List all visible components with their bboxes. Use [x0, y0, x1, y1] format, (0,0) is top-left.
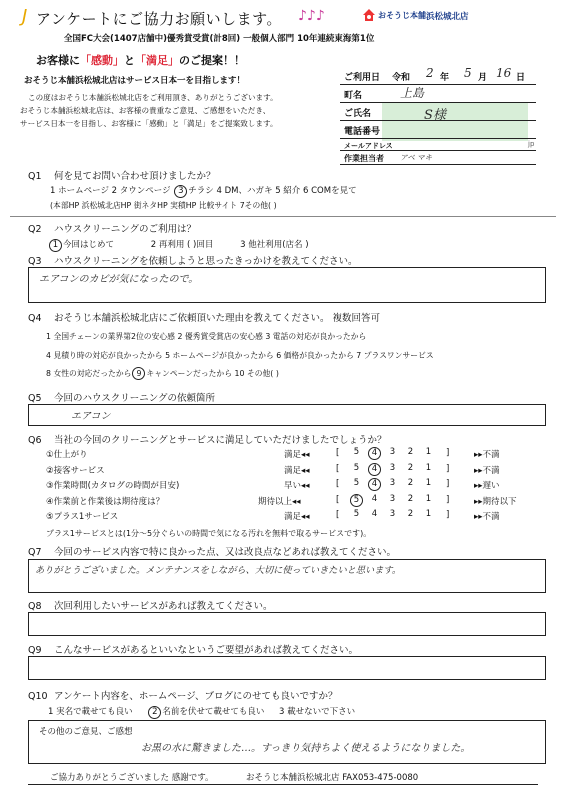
name-underline	[340, 120, 536, 121]
intro-line-1: この度はおそうじ本舗浜松城北店をご利用頂き、ありがとうございます。	[28, 93, 278, 102]
q6-row-left-anchor: 早い◂◂	[284, 481, 310, 491]
q10-text: アンケート内容を、ホームページ、ブログにのせても良いですか？	[54, 691, 338, 702]
day-unit: 日	[516, 73, 526, 83]
q6-bracket-close: ]	[446, 510, 450, 520]
q4-row3a: 8 女性の対応だったから	[46, 369, 132, 378]
q6-score-option[interactable]: 3	[389, 478, 396, 488]
proposal-post: のご提案！！	[179, 54, 245, 67]
q10-question	[28, 688, 337, 702]
town-label: 町名	[344, 91, 363, 101]
q1-text: 何を見てお問い合わせ頂けましたか？	[54, 171, 216, 182]
q6-row-label: ⑤プラス1サービス	[46, 512, 119, 522]
date-month[interactable]: 5	[464, 66, 472, 80]
phone-label: 電話番号	[344, 127, 381, 137]
q6-score-option[interactable]: 3	[389, 493, 396, 504]
q2-opt1: 今回はじめて	[63, 240, 115, 250]
q5-answer-box[interactable]	[28, 404, 546, 426]
proposal-line	[36, 52, 245, 68]
q2-text: ハウスクリーニングのご利用は？	[54, 224, 197, 235]
q6-num: Q6	[28, 435, 42, 446]
q4-row1: 1 全国チェーンの業界第2位の安心感 2 優秀賞受賞店の安心感 3 電話の対応が良かったから	[46, 332, 367, 341]
footer-store-fax: おそうじ本舗浜松城北店 FAX053-475-0080	[246, 773, 419, 783]
q6-plus-note: プラス1サービスとは(1分〜5分ぐらいの時間で気になる汚れを無料で取るサービスです)。	[46, 529, 372, 538]
q2-question	[28, 221, 196, 235]
q6-selected-score[interactable]: 4	[368, 478, 381, 491]
q6-score-option[interactable]: 2	[407, 462, 414, 473]
name-label: ご氏名	[344, 109, 372, 119]
q6-score-option[interactable]: 4	[371, 493, 378, 504]
q1-circled-option[interactable]: 3	[174, 185, 187, 198]
q5-question	[28, 390, 215, 404]
q6-bracket-close: ]	[446, 479, 450, 489]
q6-row-right-anchor: ▸▸不満	[474, 465, 500, 476]
q5-answer: エアコン	[71, 411, 111, 422]
q6-score-option[interactable]: 3	[389, 462, 396, 473]
q7-question	[28, 544, 396, 558]
other-answer: お黒の水に驚きました…。すっきり気持ちよく使えるようになりました。	[141, 743, 471, 754]
q8-text: 次回利用したいサービスがあれば教えてください。	[54, 601, 273, 612]
q2-opt2: 2 再利用 ( )回目	[150, 240, 214, 250]
q6-row-left-anchor: 満足◂◂	[284, 465, 310, 476]
footer-thanks: ご協力ありがとうございました 感謝です。	[50, 773, 214, 783]
q9-num: Q9	[28, 645, 42, 656]
q6-row-label: ④作業前と作業後は期待度は？	[46, 496, 165, 507]
q6-bracket-close: ]	[446, 494, 450, 505]
q2-num: Q2	[28, 224, 42, 235]
q3-answer-box[interactable]	[28, 267, 546, 303]
to-text: と	[124, 54, 135, 67]
q6-score-option[interactable]: 2	[407, 509, 414, 519]
q3-question	[28, 253, 358, 267]
q8-question	[28, 598, 273, 612]
q6-row-left-anchor: 満足◂◂	[284, 450, 310, 460]
q6-score-option[interactable]: 2	[407, 478, 414, 488]
proposal-pre: お客様に	[36, 54, 80, 67]
email-underline	[340, 150, 536, 151]
q6-row-right-anchor: ▸▸不満	[474, 450, 500, 460]
brand-name: おそうじ本舗	[378, 11, 426, 20]
phone-underline	[340, 138, 536, 139]
brand-logo	[362, 10, 472, 24]
q6-row-right-anchor: ▸▸不満	[474, 512, 500, 522]
date-day[interactable]: 16	[496, 66, 512, 80]
q3-num: Q3	[28, 256, 42, 267]
q1-options	[50, 184, 357, 198]
date-underline	[340, 84, 536, 85]
year-unit: 年	[440, 73, 450, 83]
q6-bracket-open: [	[336, 479, 340, 489]
q6-bracket-open: [	[336, 448, 340, 458]
q6-row-right-anchor: ▸▸期待以下	[474, 496, 517, 507]
date-era: 令和	[392, 73, 411, 83]
title-mark: J	[22, 6, 28, 27]
manzoku-text: 「満足」	[135, 54, 179, 67]
q7-answer: ありがとうございました。メンテナンスをしながら、大切に使っていきたいと思います。	[35, 565, 402, 576]
staff-underline	[340, 164, 536, 165]
q7-num: Q7	[28, 547, 42, 558]
name-value[interactable]: S様	[424, 108, 446, 123]
date-label: ご利用日	[344, 73, 381, 83]
q5-text: 今回のハウスクリーニングの依頼箇所	[54, 393, 216, 404]
q6-score-option[interactable]: 4	[371, 509, 378, 519]
page-title: アンケートにご協力お願いします。	[36, 10, 282, 28]
q6-row-left-anchor: 満足◂◂	[284, 512, 310, 522]
store-name: 浜松城北店	[426, 12, 469, 22]
q6-selected-score[interactable]: 4	[368, 447, 381, 460]
email-value[interactable]: jp	[528, 140, 535, 148]
q6-score-option[interactable]: 3	[389, 509, 396, 519]
q4-row2: 4 見積り時の対応が良かったから 5 ホームページが良かったから 6 価格が良かったから 7 プラスワンサービス	[46, 351, 434, 360]
q6-score-option[interactable]: 5	[353, 447, 360, 457]
q4-row3	[46, 367, 279, 380]
q9-text: こんなサービスがあるといいなというご要望があれば教えてください。	[54, 645, 359, 656]
town-value[interactable]: 上島	[400, 86, 425, 100]
q6-score-option[interactable]: 5	[353, 462, 360, 473]
q6-row-label: ①仕上がり	[46, 450, 88, 460]
q6-score-option[interactable]: 2	[407, 493, 414, 504]
q10-circled-option[interactable]: 2	[148, 706, 161, 719]
intro-line-3: サービス日本一を目指し、お客様に「感動」と「満足」をご提案致します。	[20, 119, 278, 128]
q7-text: 今回のサービス内容で特に良かった点、又は改良点などあれば教えてください。	[54, 547, 397, 558]
q10-num: Q10	[28, 691, 48, 702]
q10-opt3: 3 載せないで下さい	[279, 707, 356, 717]
kando-text: 「感動」	[80, 54, 124, 67]
q6-score-option[interactable]: 2	[407, 447, 414, 457]
q8-num: Q8	[28, 601, 42, 612]
q3-answer: エアコンのカビが気になったので。	[39, 274, 199, 285]
q6-score-option[interactable]: 1	[425, 478, 432, 488]
q6-bracket-open: [	[336, 494, 340, 505]
q10-options	[48, 705, 355, 719]
email-label: メールアドレス	[344, 142, 393, 150]
q1-num: Q1	[28, 171, 42, 182]
q10-opt1: 1 実名で載せても良い	[48, 707, 133, 717]
q6-score-option[interactable]: 1	[425, 447, 432, 457]
q6-row-right-anchor: ▸▸遅い	[474, 481, 500, 491]
music-notes: ♪♪♪	[298, 8, 325, 24]
month-unit: 月	[478, 73, 488, 83]
q2-opt3: 3 他社利用(店名 )	[240, 240, 309, 250]
house-icon	[362, 8, 376, 22]
q6-row-left-anchor: 期待以上◂◂	[258, 496, 301, 507]
q6-score-option[interactable]: 3	[389, 447, 396, 457]
q6-score-option[interactable]: 1	[425, 493, 432, 504]
intro-line-2: おそうじ本舗浜松城北店は、お客様の貴重なご意見、ご感想をいただき、	[20, 106, 271, 115]
footer-underline	[28, 784, 538, 785]
q1-options-after: チラシ 4 DM、ハガキ 5 紹介 6 COMを見て	[188, 186, 357, 196]
q6-bracket-close: ]	[446, 448, 450, 458]
q6-row-label: ②接客サービス	[46, 465, 105, 476]
q9-answer-box[interactable]	[28, 656, 546, 680]
q4-num: Q4	[28, 313, 42, 324]
q9-question	[28, 642, 358, 656]
name-redaction	[382, 103, 528, 141]
staff-value[interactable]: アベ マキ	[400, 153, 433, 162]
q6-score-option[interactable]: 5	[353, 509, 360, 519]
q6-text: 当社の今回のクリーニングとサービスに満足していただけましたでしょうか？	[54, 435, 387, 446]
q6-score-option[interactable]: 1	[425, 509, 432, 519]
q3-text: ハウスクリーニングを依頼しようと思ったきっかけを教えてください。	[54, 256, 358, 267]
award-line: 全国FC大会(1407店舗中)優秀賞受賞(計8回) 一般個人部門 10年連続東海第1位	[64, 34, 375, 44]
staff-label: 作業担当者	[344, 154, 384, 163]
date-year[interactable]: 2	[426, 66, 434, 80]
q7-answer-box[interactable]	[28, 559, 546, 593]
q8-answer-box[interactable]	[28, 612, 546, 636]
other-comments-box[interactable]	[28, 720, 546, 764]
other-label: その他のご意見、ご感想	[39, 727, 133, 737]
q6-row-label: ③作業時間(カタログの時間が目安)	[46, 481, 180, 491]
q4-question	[28, 310, 380, 324]
q1-question	[28, 168, 216, 182]
q2-divider	[10, 216, 556, 217]
q5-num: Q5	[28, 393, 42, 404]
q6-question	[28, 432, 387, 446]
q10-opt2: 名前を伏せて載せても良い	[162, 707, 265, 717]
q6-bracket-open: [	[336, 510, 340, 520]
q6-score-option[interactable]: 5	[353, 478, 360, 488]
q4-circled-option[interactable]: 9	[132, 367, 145, 380]
q6-bracket-close: ]	[446, 463, 450, 474]
mission-text: おそうじ本舗浜松城北店はサービス日本一を目指します！	[24, 76, 246, 86]
q6-score-option[interactable]: 1	[425, 462, 432, 473]
q6-selected-score[interactable]: 5	[350, 494, 363, 507]
q2-options	[48, 238, 309, 252]
q4-text: おそうじ本舗浜松城北店にご依頼頂いた理由を教えてください。 複数回答可	[54, 313, 381, 324]
q2-circled-option[interactable]: 1	[49, 239, 62, 252]
q4-row3b: キャンペーンだったから 10 その他( )	[146, 369, 279, 378]
q6-bracket-open: [	[336, 463, 340, 474]
q6-selected-score[interactable]: 4	[368, 463, 381, 476]
q1-sub: (本部HP 浜松城北店HP 街ネタHP 実積HP 比較サイト 7その他( )	[50, 201, 277, 210]
q1-options-text: 1 ホームページ 2 タウンページ	[50, 186, 171, 196]
